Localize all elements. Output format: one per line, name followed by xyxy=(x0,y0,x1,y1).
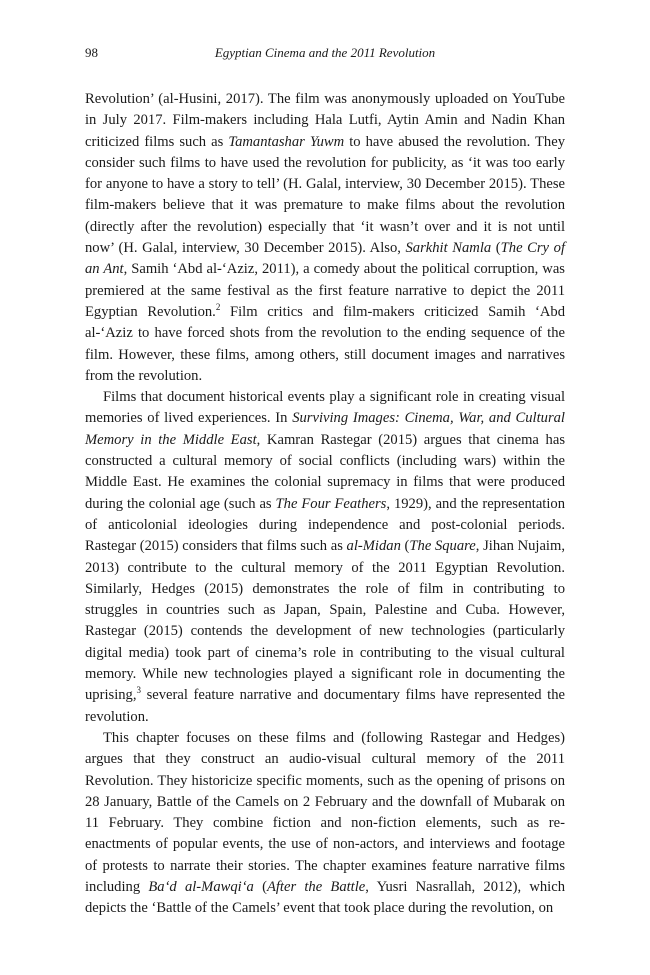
text-run: , 1929), and the representation of anticolonial ideologies during independence and post-colonial periods. Rastegar (2015) considers that films such as xyxy=(85,495,565,555)
footnote-marker: 3 xyxy=(136,685,141,696)
page-number: 98 xyxy=(85,45,98,60)
italic-title: The Four Feathers xyxy=(275,495,387,512)
paragraph xyxy=(85,387,565,728)
italic-title: Surviving Images: Cinema, War, and Cultural Memory in the Middle East xyxy=(85,410,565,448)
text-run: ( xyxy=(491,240,501,257)
text-run: Films that document historical events play a significant role in creating visual memories of lived experiences. In xyxy=(85,389,565,427)
italic-title: The Square xyxy=(409,538,476,555)
text-run: This chapter focuses on these films and (following Rastegar and Hedges) argues that they construct an audio-visual cultural memory of the 2011 Revolution. They historicize specific moments, such as the opening of prisons on 28 January, Battle of the Camels on 2 February and the downfall of Mubarak on 11 February. They combine fiction and non-fiction elements, such as re-enactments of popular events, the use of non-actors, and interviews and footage of protests to narrate their stories. The chapter examines feature narrative films including xyxy=(85,729,565,895)
text-run: several feature narrative and documentary films have represented the revolution. xyxy=(85,687,565,725)
italic-title: The Cry of an Ant xyxy=(85,240,565,278)
italic-title: Tamantashar Yuwm xyxy=(228,133,345,150)
text-run: Revolution’ (al-Husini, 2017). The film was anonymously uploaded on YouTube in July 2017. Film-makers including Hala Lutfi, Aytin Amin and Nadin Khan criticized films such as xyxy=(85,91,565,150)
text-run: , Yusri Nasrallah, 2012), which depicts the ‘Battle of the Camels’ event that took place during the revolution, on xyxy=(85,878,565,917)
text-run: ( xyxy=(253,878,267,895)
text-run: to have abused the revolution. They consider such films to have used the revolution for publicity, as ‘it was too early for anyone to have a story to tell’ (H. Galal, interview, 30 December 2015). These film-makers believe that it was premature to make films about the revolution (directly after the revolution) especially that ‘it wasn’t over and it is not until now’ (H. Galal, interview, 30 December 2015). Also, xyxy=(85,133,565,257)
italic-title: al-Midan xyxy=(346,538,401,555)
italic-title: After the Battle xyxy=(266,878,366,895)
text-run: , Samih ‘Abd al-‘Aziz, 2011), a comedy about the political corruption, was premiered at the same festival as the first feature narrative to depict the 2011 Egyptian Revolution. xyxy=(85,261,565,320)
text-run: Film critics and film-makers criticized Samih ‘Abd al-‘Aziz to have forced shots from the revolution to the ending sequence of the film. However, these films, among others, still document images and narratives from the revolution. xyxy=(85,303,565,384)
running-head: Egyptian Cinema and the 2011 Revolution xyxy=(214,45,436,60)
text-run: , Kamran Rastegar (2015) argues that cinema has constructed a cultural memory of social conflicts (including wars) within the Middle East. He examines the colonial supremacy in films that were produced during the colonial age (such as xyxy=(85,431,566,512)
italic-title: Ba‘d al-Mawqi‘a xyxy=(148,878,254,895)
italic-title: Sarkhit Namla xyxy=(405,240,492,257)
page-header xyxy=(85,45,565,65)
paragraph xyxy=(85,89,565,387)
text-run: , Jihan Nujaim, 2013) contribute to the cultural memory of the 2011 Egyptian Revolution. Similarly, Hedges (2015) demonstrates the role of film in contributing to struggles in countries such as Japan, Spain, Palestine and Cuba. However, Rastegar (2015) contends the development of new technologies (particularly digital media) took part of cinema’s role in contributing to the visual cultural memory. While new technologies played a significant role in documenting the uprising, xyxy=(85,538,565,704)
text-run: ( xyxy=(400,538,410,555)
body-text xyxy=(85,89,565,920)
paragraph xyxy=(85,728,565,920)
footnote-marker: 2 xyxy=(215,302,221,313)
